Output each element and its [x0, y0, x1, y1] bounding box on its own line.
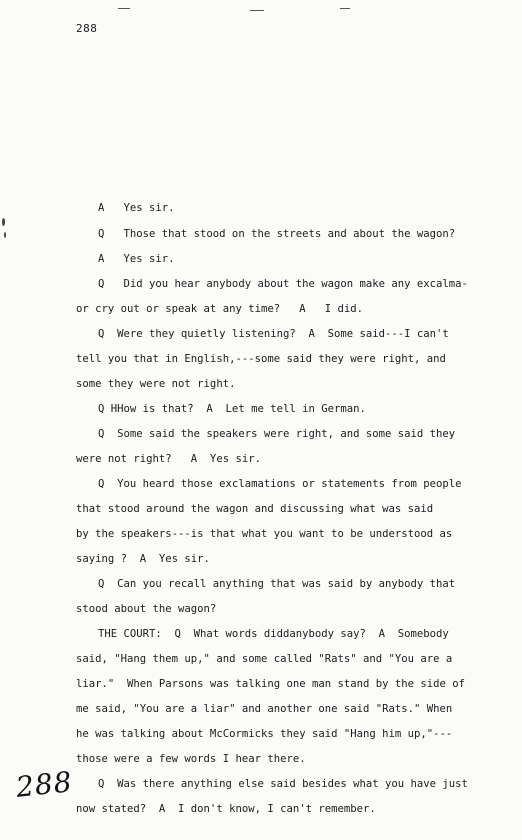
scan-speck — [2, 218, 5, 226]
transcript-line: he was talking about McCormicks they said "Hang him up,"--- — [76, 728, 453, 740]
transcript-line: Q You heard those exclamations or statements from people — [98, 478, 462, 490]
transcript-line: stood about the wagon? — [76, 603, 217, 615]
transcript-line: now stated? A I don't know, I can't remember. — [76, 803, 376, 815]
transcript-line: Q Did you hear anybody about the wagon make any excalma- — [98, 278, 468, 290]
transcript-line: said, "Hang them up," and some called "Rats" and "You are a — [76, 653, 453, 665]
transcript-line: tell you that in English,---some said they were right, and — [76, 353, 446, 365]
handwritten-page-number: 288 — [14, 765, 75, 804]
transcript-line: some they were not right. — [76, 378, 236, 390]
transcript-line: Q Were they quietly listening? A Some said---I can't — [98, 328, 449, 340]
transcript-line: were not right? A Yes sir. — [76, 453, 261, 465]
transcript-line: Q Was there anything else said besides what you have just — [98, 778, 468, 790]
transcript-line: that stood around the wagon and discussing what was said — [76, 503, 434, 515]
transcript-line: Q Some said the speakers were right, and some said they — [98, 428, 456, 440]
scan-mark — [340, 8, 350, 9]
scan-speck — [4, 232, 6, 238]
transcript-line: A Yes sir. — [98, 253, 175, 265]
transcript-line: me said, "You are a liar" and another one said "Rats." When — [76, 703, 453, 715]
scan-mark — [118, 8, 130, 9]
transcript-line: A Yes sir. — [98, 202, 175, 214]
page-number: 288 — [76, 22, 98, 35]
transcript-line: Q Can you recall anything that was said by anybody that — [98, 578, 456, 590]
transcript-line: liar." When Parsons was talking one man stand by the side of — [76, 678, 466, 690]
transcript-line: Q Those that stood on the streets and about the wagon? — [98, 228, 456, 240]
transcript-line: or cry out or speak at any time? A I did. — [76, 303, 364, 315]
transcript-line: by the speakers---is that what you want to be understood as — [76, 528, 453, 540]
scan-mark — [250, 10, 264, 11]
transcript-line: Q HHow is that? A Let me tell in German. — [98, 403, 366, 415]
transcript-line: those were a few words I hear there. — [76, 753, 306, 765]
transcript-line: saying ? A Yes sir. — [76, 553, 210, 565]
transcript-line: THE COURT: Q What words diddanybody say? A Somebody — [98, 628, 449, 640]
